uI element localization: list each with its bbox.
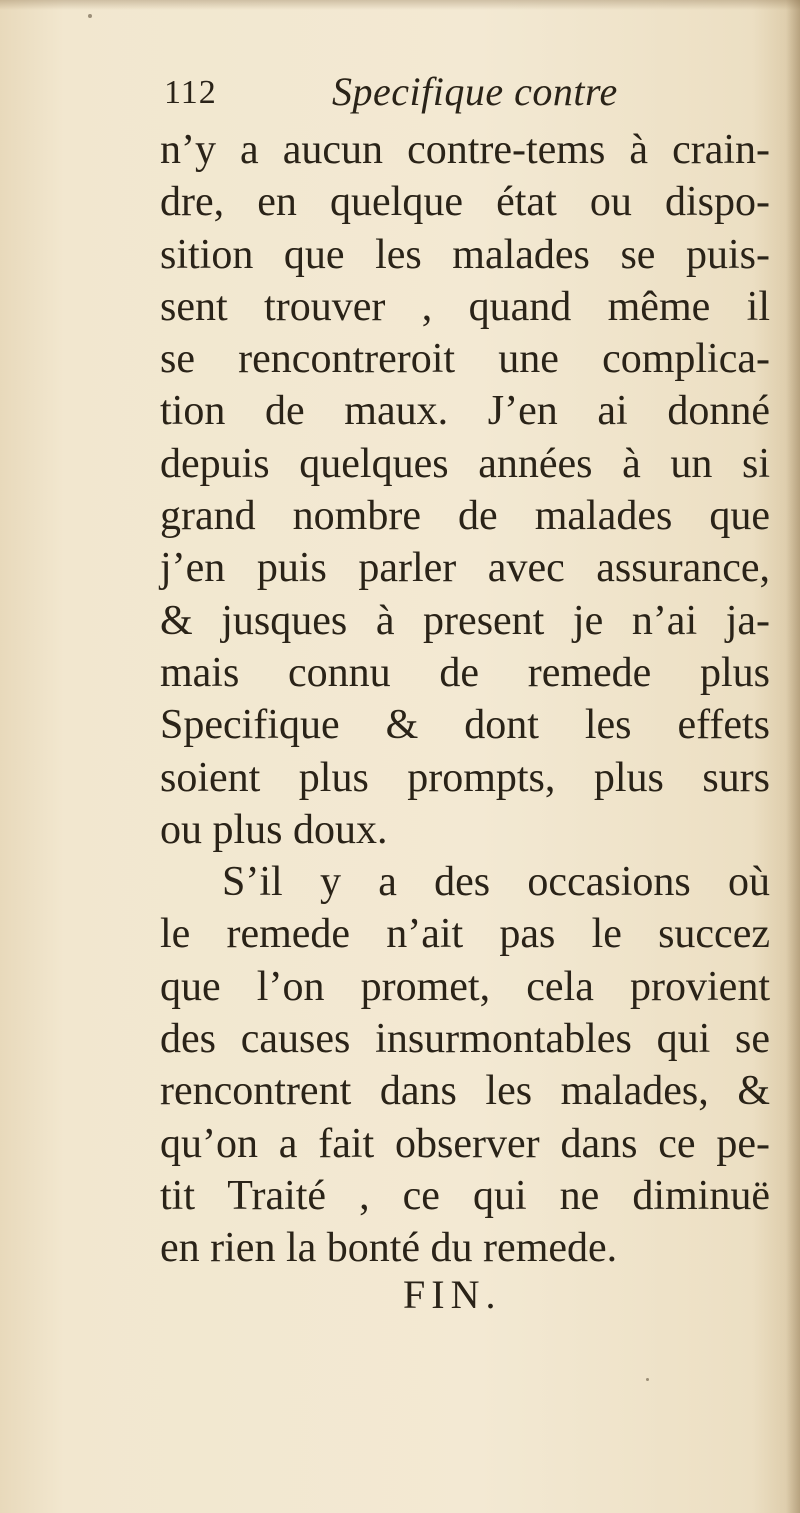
text-line: S’il y a des occasions où	[222, 859, 770, 906]
text-line: grand nombre de malades que	[160, 493, 770, 540]
finis: FIN.	[403, 1272, 502, 1317]
page-number: 112	[164, 74, 217, 111]
text-line: en rien la bonté du remede.	[160, 1225, 618, 1272]
text-line: dre, en quelque état ou dispo-	[160, 179, 770, 226]
text-line: le remede n’ait pas le succez	[160, 911, 770, 958]
page-top-shadow	[0, 0, 800, 10]
text-line: mais connu de remede plus	[160, 649, 770, 696]
text-line: & jusques à present je n’ai ja-	[160, 597, 770, 644]
text-line: se rencontreroit une complica-	[160, 336, 770, 383]
text-line: que l’on promet, cela provient	[160, 963, 770, 1010]
text-line: tit Traité , ce qui ne diminuë	[160, 1172, 770, 1219]
body-text	[160, 124, 770, 1275]
text-line: sent trouver , quand même il	[160, 283, 770, 330]
text-line: depuis quelques années à un si	[160, 440, 770, 487]
text-line: des causes insurmontables qui se	[160, 1016, 770, 1063]
text-line: soient plus prompts, plus surs	[160, 754, 770, 801]
page-header	[160, 66, 760, 116]
text-line: sition que les malades se puis-	[160, 231, 770, 278]
text-line: rencontrent dans les malades, &	[160, 1068, 770, 1115]
text-line: qu’on a fait observer dans ce pe-	[160, 1120, 770, 1167]
text-line: n’y a aucun contre-tems à crain-	[160, 127, 770, 173]
text-line: j’en puis parler avec assurance,	[160, 545, 770, 592]
text-line: Specifique & dont les effets	[160, 702, 770, 749]
paper-speck	[646, 1378, 649, 1381]
text-line: ou plus doux.	[160, 806, 388, 853]
text-line: tion de maux. J’en ai donné	[160, 388, 770, 435]
paper-speck	[88, 14, 92, 18]
page-gutter-shadow	[786, 0, 800, 1513]
running-title: Specifique contre	[332, 69, 618, 114]
